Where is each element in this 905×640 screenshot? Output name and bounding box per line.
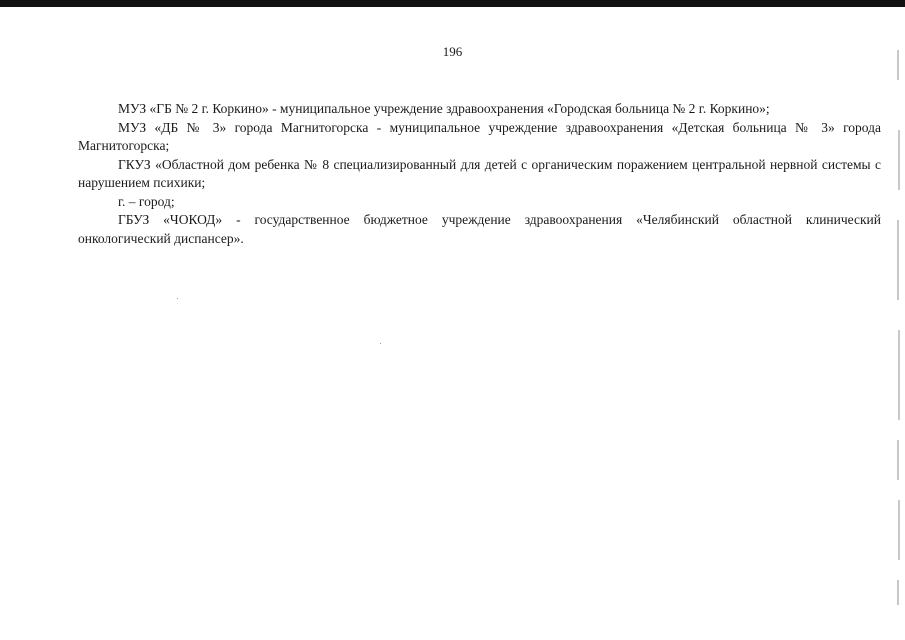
- abbreviation-entry-gkuz-dom-rebenka: ГКУЗ «Областной дом ребенка № 8 специализированный для детей с органическим поражением центральной нервной системы с нарушением психики;: [78, 156, 881, 190]
- abbreviation-entry-gorod: г. – город;: [118, 193, 175, 209]
- scan-top-border: [0, 0, 905, 7]
- scan-dust-speck: [177, 298, 178, 299]
- abbreviation-entry-chokod: ГБУЗ «ЧОКОД» - государственное бюджетное учреждение здравоохранения «Челябинский областной клинический онкологический диспансер».: [78, 212, 881, 246]
- scan-dust-speck: [380, 343, 381, 344]
- abbreviation-entry-gb2-korkino: МУЗ «ГБ № 2 г. Коркино» - муниципальное учреждение здравоохранения «Городская больница № 2 г. Коркино»;: [118, 101, 770, 116]
- scan-edge-artifacts: [893, 30, 903, 620]
- abbreviation-entry-db3-magnitogorsk: МУЗ «ДБ № 3» города Магнитогорска - муниципальное учреждение здравоохранения «Детская больница № 3» города Магнитогорска;: [78, 119, 881, 153]
- page-number: 196: [442, 44, 463, 59]
- abbreviations-list: [78, 100, 881, 248]
